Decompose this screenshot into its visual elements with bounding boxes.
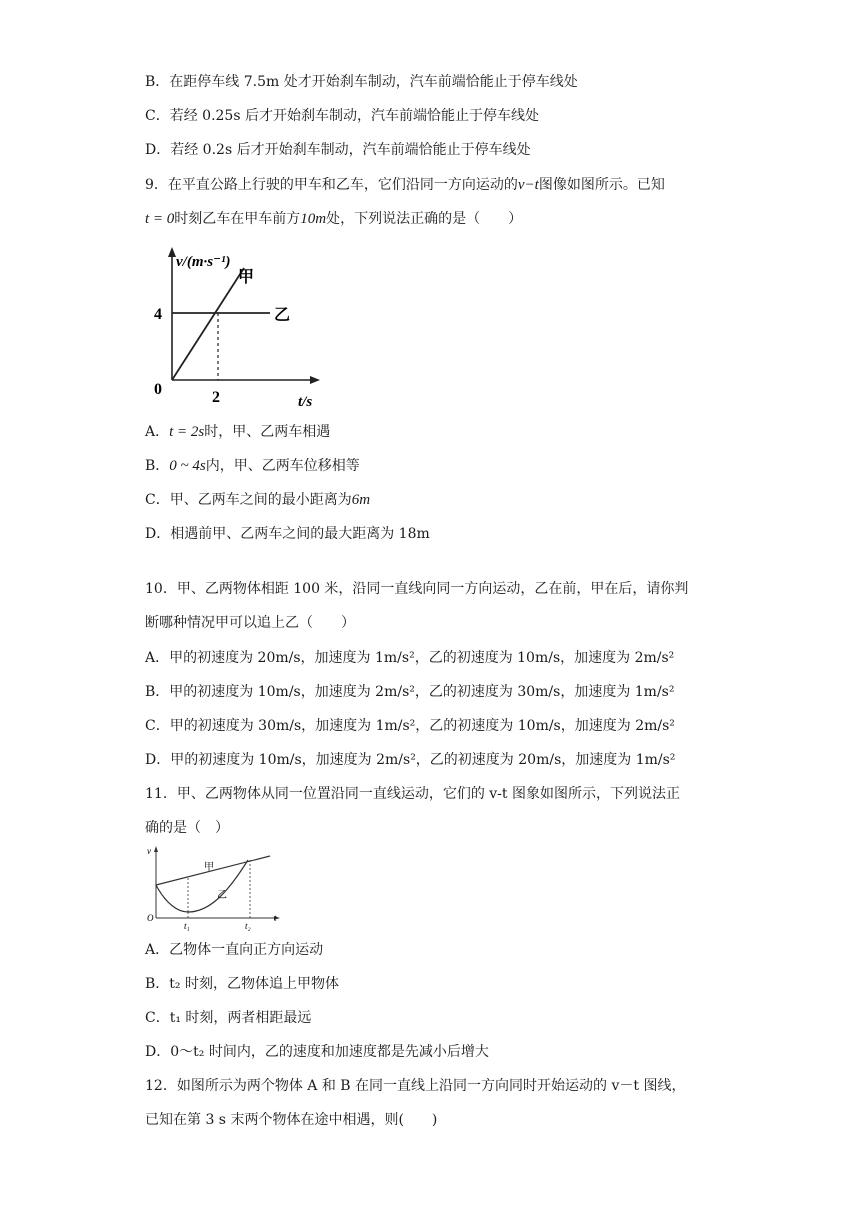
- q9-series-yi-label: 乙: [274, 307, 291, 324]
- q11-t1-label: t₁: [184, 921, 190, 931]
- q11-origin-label: O: [147, 913, 154, 923]
- q11-y-axis-label: v: [147, 846, 151, 856]
- q8-option-c: C．若经 0.25s 后才开始刹车制动，汽车前端恰能止于停车线处: [145, 108, 539, 124]
- q12-stem-line1: 12．如图所示为两个物体 A 和 B 在同一直线上沿同一方向同时开始运动的 v－t 图线，: [145, 1078, 686, 1094]
- q12-stem-line2: 已知在第 3 s 末两个物体在途中相遇，则( ): [145, 1112, 438, 1128]
- q9-option-b: B．0 ~ 4s内，甲、乙两车位移相等: [145, 458, 360, 474]
- q9-series-jia-label: 甲: [238, 269, 255, 286]
- q11-x-axis-label: t: [274, 913, 277, 923]
- q10-stem-line1: 10．甲、乙两物体相距 100 米，沿同一直线向同一方向运动，乙在前，甲在后，请你判: [145, 581, 689, 597]
- q11-vt-graph: [144, 842, 284, 934]
- q11-option-b: B．t₂ 时刻，乙物体追上甲物体: [145, 976, 339, 992]
- q9-stem-line2: t = 0时刻乙车在甲车前方10m处，下列说法正确的是（ ）: [145, 211, 523, 227]
- q10-stem-line2: 断哪种情况甲可以追上乙（ ）: [145, 615, 355, 631]
- q9-origin-label: 0: [154, 381, 162, 398]
- q9-y-tick-4: 4: [154, 306, 162, 323]
- q11-t2-label: t₂: [245, 921, 251, 931]
- q8-option-b: B．在距停车线 7.5m 处才开始刹车制动，汽车前端恰能止于停车线处: [145, 74, 578, 90]
- q10-option-c: C．甲的初速度为 30m/s，加速度为 1m/s²，乙的初速度为 10m/s，加速度为 2m/s²: [145, 718, 675, 734]
- q8-option-d: D．若经 0.2s 后才开始刹车制动，汽车前端恰能止于停车线处: [145, 142, 531, 158]
- q9-y-axis-label: v/(m·s⁻¹): [176, 254, 231, 270]
- q11-series-yi-label: 乙: [217, 890, 227, 901]
- q10-option-a: A．甲的初速度为 20m/s，加速度为 1m/s²，乙的初速度为 10m/s，加速度为 2m/s²: [145, 650, 675, 666]
- q11-series-jia-label: 甲: [204, 862, 214, 873]
- q10-option-b: B．甲的初速度为 10m/s，加速度为 2m/s²，乙的初速度为 30m/s，加速度为 1m/s²: [145, 684, 675, 700]
- q9-option-d: D．相遇前甲、乙两车之间的最大距离为 18m: [145, 526, 430, 542]
- q9-option-c: C．甲、乙两车之间的最小距离为6m: [145, 492, 371, 508]
- q9-stem-line1: 9．在平直公路上行驶的甲车和乙车，它们沿同一方向运动的v−t图像如图所示。已知: [145, 177, 665, 193]
- q11-stem-line2: 确的是（ ）: [145, 820, 229, 836]
- q9-vt-graph: [148, 244, 333, 412]
- q9-x-axis-label: t/s: [298, 394, 313, 410]
- q11-option-d: D．0～t₂ 时间内，乙的速度和加速度都是先减小后增大: [145, 1044, 489, 1060]
- q11-stem-line1: 11．甲、乙两物体从同一位置沿同一直线运动，它们的 v-t 图象如图所示，下列说法正: [145, 786, 680, 802]
- q9-series-jia-line: [172, 268, 244, 380]
- q11-option-a: A．乙物体一直向正方向运动: [145, 942, 324, 958]
- q9-option-a: A．t = 2s时，甲、乙两车相遇: [145, 424, 331, 440]
- q11-series-yi-curve: [156, 860, 248, 912]
- q10-option-d: D．甲的初速度为 10m/s，加速度为 2m/s²，乙的初速度为 20m/s，加速度为 1m/s²: [145, 752, 676, 768]
- q11-option-c: C．t₁ 时刻，两者相距最远: [145, 1010, 312, 1026]
- q9-x-tick-2: 2: [212, 389, 220, 406]
